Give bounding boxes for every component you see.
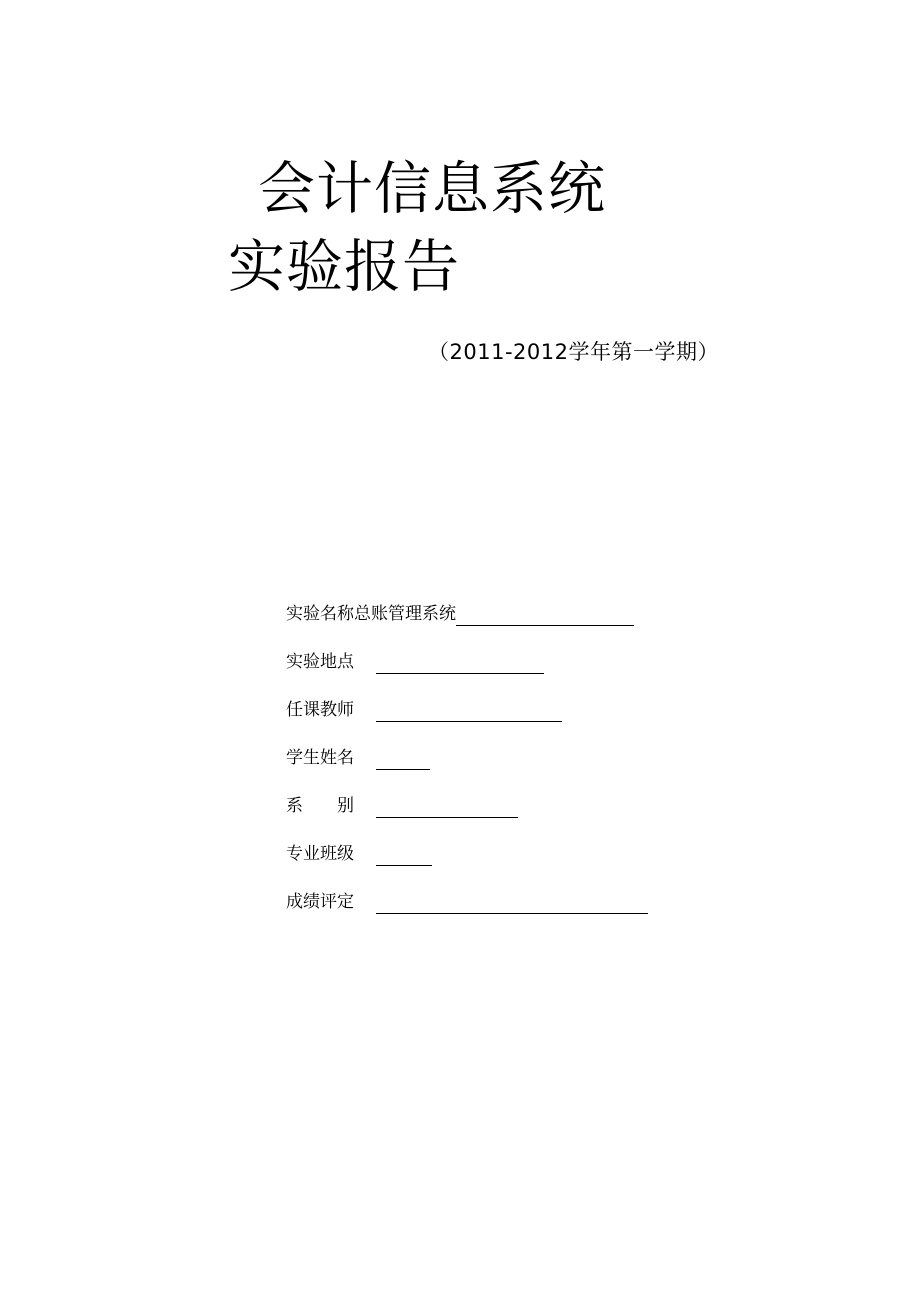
document-title xyxy=(0,150,920,306)
title-line-2: 实验报告 xyxy=(228,234,460,300)
field-underline-location[interactable] xyxy=(376,654,544,674)
field-underline-experiment-name[interactable] xyxy=(456,606,634,626)
field-class xyxy=(286,818,846,866)
form-fields xyxy=(286,578,846,914)
field-underline-department[interactable] xyxy=(376,798,518,818)
field-label-grade: 成绩评定 xyxy=(286,892,354,912)
field-label-teacher: 任课教师 xyxy=(286,700,354,720)
field-underline-class[interactable] xyxy=(376,846,432,866)
field-grade xyxy=(286,866,846,914)
field-department xyxy=(286,770,846,818)
field-underline-student-name[interactable] xyxy=(376,750,430,770)
field-student-name xyxy=(286,722,846,770)
document-subtitle: （2011-2012学年第一学期） xyxy=(428,340,719,364)
field-label-student-name: 学生姓名 xyxy=(286,748,354,768)
field-experiment-name xyxy=(286,578,846,626)
field-value-experiment-name: 总账管理系统 xyxy=(354,604,456,624)
field-label-department: 系 别 xyxy=(286,796,354,816)
field-underline-grade[interactable] xyxy=(376,894,648,914)
field-label-experiment-name: 实验名称 xyxy=(286,604,354,624)
field-underline-teacher[interactable] xyxy=(376,702,562,722)
field-location xyxy=(286,626,846,674)
title-line-1: 会计信息系统 xyxy=(258,156,606,222)
field-label-class: 专业班级 xyxy=(286,844,354,864)
field-teacher xyxy=(286,674,846,722)
field-label-location: 实验地点 xyxy=(286,652,354,672)
